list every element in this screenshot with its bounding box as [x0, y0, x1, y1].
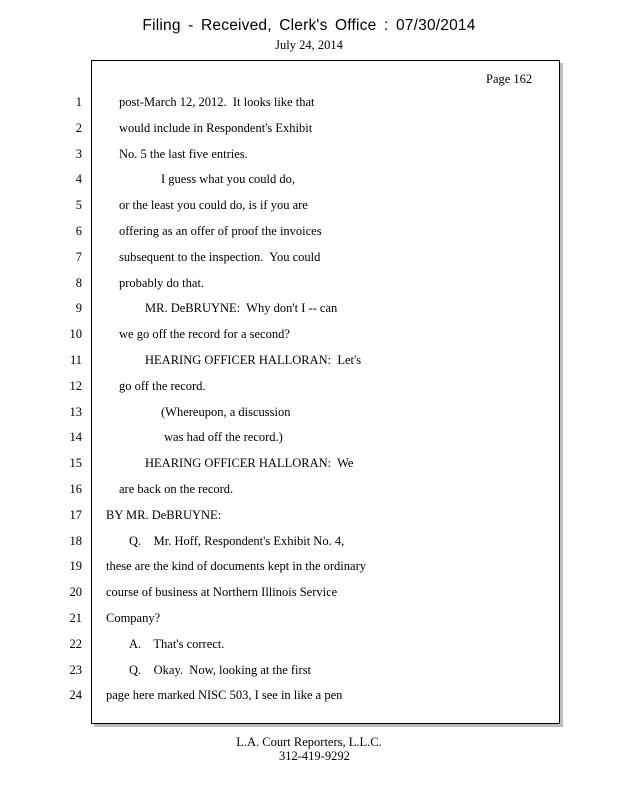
line-text: probably do that.: [119, 275, 205, 290]
line-number: 5: [75, 198, 82, 213]
page-number: Page 162: [486, 72, 533, 86]
line-text: would include in Respondent's Exhibit: [119, 120, 313, 135]
line-text: go off the record.: [119, 378, 206, 393]
line-number: 16: [69, 482, 82, 496]
filing-stamp: Filing - Received, Clerk's Office : 07/30/2014: [142, 17, 476, 34]
line-text: (Whereupon, a discussion: [161, 404, 291, 419]
line-text: we go off the record for a second?: [119, 327, 290, 342]
line-text: I guess what you could do,: [161, 172, 296, 187]
line-number: 9: [75, 301, 82, 316]
reporter-company: L.A. Court Reporters, L.L.C.: [236, 735, 382, 749]
line-number: 10: [69, 327, 82, 342]
line-number: 20: [69, 585, 82, 600]
line-number: 4: [75, 172, 82, 187]
line-number: 17: [69, 507, 82, 522]
line-number: 21: [69, 611, 82, 625]
line-number: 24: [69, 688, 82, 703]
line-number: 8: [75, 275, 82, 290]
line-text: subsequent to the inspection. You could: [119, 249, 321, 264]
line-text: post-March 12, 2012. It looks like that: [119, 95, 315, 109]
line-number: 3: [75, 146, 82, 161]
line-text: BY MR. DeBRUYNE:: [106, 507, 222, 522]
line-text: MR. DeBRUYNE: Why don't I -- can: [145, 301, 338, 316]
line-text: Q. Okay. Now, looking at the first: [129, 662, 312, 677]
line-text: Company?: [106, 611, 161, 625]
line-number: 15: [69, 456, 82, 471]
line-text: A. That's correct.: [129, 636, 225, 651]
line-number: 12: [69, 378, 82, 393]
line-number: 22: [69, 636, 82, 651]
line-number: 19: [69, 559, 82, 574]
line-text: HEARING OFFICER HALLORAN: Let's: [145, 353, 362, 367]
line-number: 11: [69, 353, 82, 367]
line-text: or the least you could do, is if you are: [119, 198, 308, 213]
line-text: page here marked NISC 503, I see in like a pen: [106, 688, 343, 703]
line-number: 2: [75, 120, 82, 135]
line-number: 7: [75, 249, 82, 264]
line-text: HEARING OFFICER HALLORAN: We: [145, 456, 354, 471]
line-text: was had off the record.): [164, 430, 283, 445]
line-number: 23: [69, 662, 82, 677]
line-number: 13: [69, 404, 82, 419]
line-number: 14: [69, 430, 82, 445]
transcript-date: July 24, 2014: [275, 38, 343, 52]
line-text: offering as an offer of proof the invoices: [119, 224, 322, 238]
line-number: 18: [69, 533, 82, 548]
reporter-phone: 312-419-9292: [279, 749, 350, 763]
line-text: are back on the record.: [119, 482, 234, 496]
line-text: No. 5 the last five entries.: [119, 146, 248, 161]
line-text: course of business at Northern Illinois Service: [106, 585, 338, 600]
line-number: 6: [75, 224, 82, 238]
line-text: these are the kind of documents kept in the ordinary: [106, 559, 366, 574]
line-text: Q. Mr. Hoff, Respondent's Exhibit No. 4,: [129, 533, 345, 548]
line-number: 1: [75, 95, 82, 109]
